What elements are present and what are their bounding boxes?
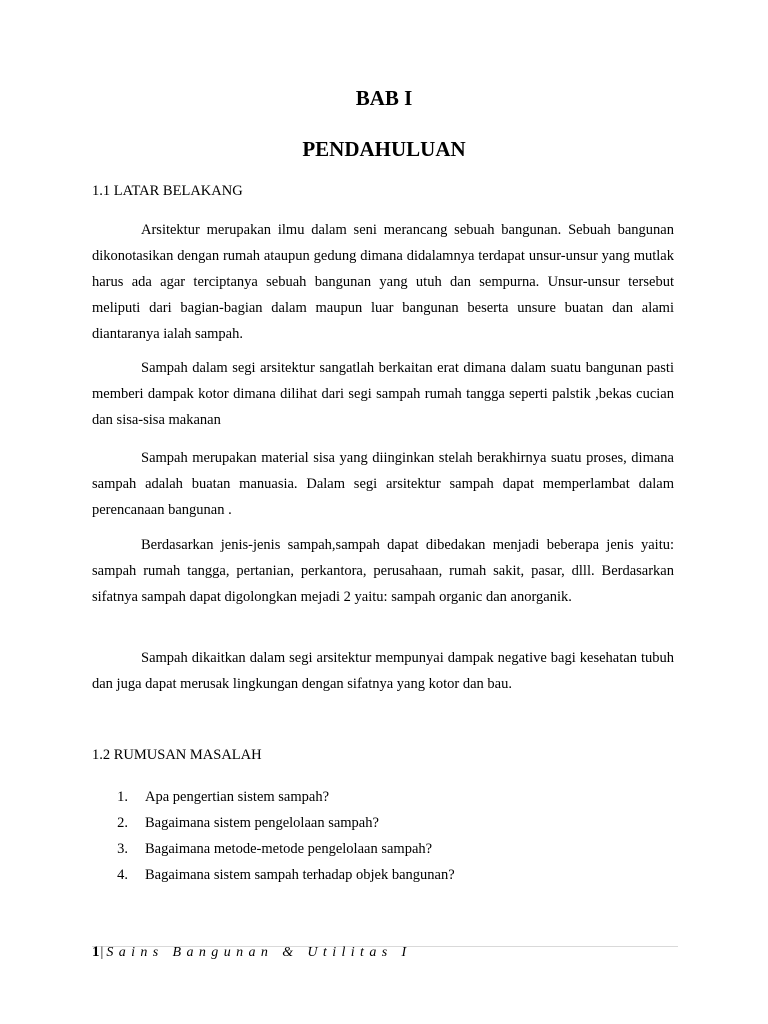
paragraph: Sampah dikaitkan dalam segi arsitektur mempunyai dampak negative bagi kesehatan tubuh dan juga dapat merusak lingkungan dengan sifatnya yang kotor dan bau. [92, 650, 674, 692]
chapter-number: BAB I [355, 86, 413, 110]
list-item-number: 4. [117, 867, 128, 883]
paragraph: Sampah dalam segi arsitektur sangatlah berkaitan erat dimana dalam suatu bangunan pasti memberi dampak kotor dimana dilihat dari segi sampah rumah tangga seperti palstik ,bekas cucian dan sisa-sisa makanan [92, 360, 674, 428]
list-item [92, 862, 674, 888]
list-item [92, 810, 674, 836]
page-footer [92, 944, 412, 961]
paragraph: Arsitektur merupakan ilmu dalam seni merancang sebuah bangunan. Sebuah bangunan dikonotasikan dengan rumah ataupun gedung dimana didalamnya terdapat unsur-unsur yang mutlak harus ada agar terciptanya sebuah bangunan yang utuh dan sempurna. Unsur-unsur tersebut meliputi dari bagian-bagian dalam maupun luar bangunan beserta unsure buatan dan alami diantaranya ialah sampah. [92, 222, 674, 342]
chapter-title: PENDAHULUAN [302, 137, 466, 161]
list-item-number: 1. [117, 789, 128, 805]
list-item-text: Apa pengertian sistem sampah? [145, 789, 330, 805]
list-item [92, 784, 674, 810]
list-item-text: Bagaimana metode-metode pengelolaan sampah? [145, 841, 433, 857]
question-list [92, 784, 674, 888]
running-title: Sains Bangunan & Utilitas I [106, 945, 412, 960]
section-heading-rumusan-masalah: 1.2 RUMUSAN MASALAH [92, 747, 262, 763]
section-heading-latar-belakang: 1.1 LATAR BELAKANG [92, 183, 243, 199]
page-number: 1 [92, 944, 100, 960]
list-item-text: Bagaimana sistem sampah terhadap objek bangunan? [145, 867, 455, 883]
list-item-number: 2. [117, 815, 128, 831]
list-item-text: Bagaimana sistem pengelolaan sampah? [145, 815, 379, 831]
list-item [92, 836, 674, 862]
paragraph: Berdasarkan jenis-jenis sampah,sampah dapat dibedakan menjadi beberapa jenis yaitu: sampah rumah tangga, pertanian, perkantora, perusahaan, rumah sakit, pasar, dlll. Berdasarkan sifatnya sampah dapat digolongkan mejadi 2 yaitu: sampah organic dan anorganik. [92, 537, 674, 605]
paragraph: Sampah merupakan material sisa yang diinginkan stelah berakhirnya suatu proses, dimana sampah adalah buatan manuasia. Dalam segi arsitektur sampah dapat memperlambat dalam perencanaan bangunan . [92, 450, 674, 518]
footer-separator: | [100, 945, 104, 960]
list-item-number: 3. [117, 841, 128, 857]
